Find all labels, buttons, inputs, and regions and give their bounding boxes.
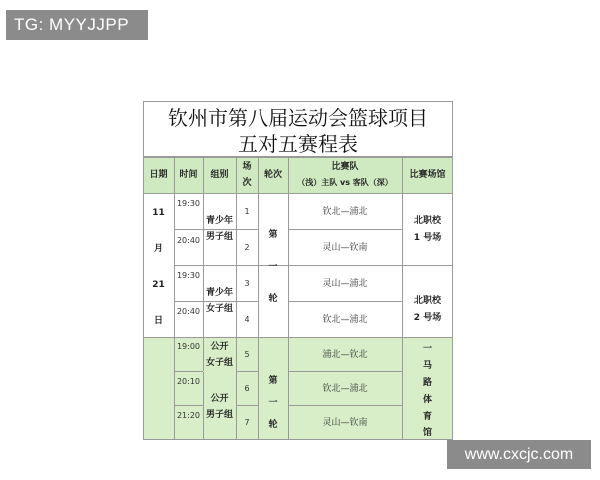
round-char: 第 [268,230,278,240]
match-cell: 灵山—钦南 [322,243,368,253]
header-date: 日期 [149,170,168,180]
time-cell: 20:10 [176,377,201,386]
venue-char: 马 [422,361,432,371]
schedule-document [143,101,453,440]
round-char: 第 [268,376,278,386]
venue-cell: 2 号场 [413,313,442,323]
group-cell: 男子组 [205,232,233,242]
match-number: 6 [244,384,250,393]
match-number: 2 [244,243,250,252]
title-line-1: 钦州市第八届运动会篮球项目 [168,106,428,130]
match-number: 4 [244,315,250,324]
header-match-no-2: 次 [242,178,252,188]
round-char: 一 [268,262,278,272]
header-group: 组别 [210,170,229,180]
venue-char: 馆 [422,428,432,438]
match-number: 5 [244,350,250,359]
venue-cell: 北职校 [413,216,441,226]
date-char: 11 [152,208,165,218]
match-cell: 灵山—钦南 [322,418,368,428]
match-number: 1 [244,207,250,216]
time-cell: 19:00 [176,342,201,351]
group-cell: 青少年 [205,288,233,298]
time-cell: 19:30 [176,271,201,280]
venue-char: 体 [422,395,432,405]
date-char: 日 [153,316,163,326]
venue-cell: 1 号场 [413,233,442,243]
venue-char: 一 [422,344,432,354]
group-cell: 公开 [210,342,229,352]
time-cell: 21:20 [176,411,201,420]
venue-cell: 北职校 [413,296,441,306]
group-cell: 公开 [210,394,229,404]
match-cell: 浦北—钦北 [322,350,368,360]
match-number: 3 [244,279,250,288]
date-char: 21 [152,280,165,290]
date-char: 月 [153,244,163,254]
group-cell: 女子组 [205,304,233,314]
venue-char: 育 [422,412,432,422]
group-cell: 男子组 [205,410,233,420]
venue-char: 路 [422,378,432,388]
time-cell: 20:40 [176,236,201,245]
time-cell: 20:40 [176,307,201,316]
round-char: 轮 [268,294,278,304]
group-cell: 青少年 [205,216,233,226]
header-teams-note: （浅）主队 vs 客队（深） [297,178,393,187]
channel-tag: TG: MYYJJPP [6,10,148,40]
match-cell: 钦北—浦北 [322,207,368,217]
header-match-no-1: 场 [242,162,252,172]
header-teams: 比赛队 [331,162,359,172]
header-round: 轮次 [263,170,282,180]
group-cell: 女子组 [205,358,233,368]
title-line-2: 五对五赛程表 [238,132,358,156]
time-cell: 19:30 [176,199,201,208]
match-cell: 钦北—浦北 [322,315,368,325]
header-venue: 比赛场馆 [409,170,446,180]
site-watermark: www.cxcjc.com [447,440,591,469]
match-cell: 灵山—浦北 [322,279,368,289]
match-cell: 钦北—浦北 [322,384,368,394]
header-time: 时间 [179,170,198,180]
round-char: 一 [268,398,278,408]
match-number: 7 [244,418,250,427]
round-char: 轮 [268,420,278,430]
